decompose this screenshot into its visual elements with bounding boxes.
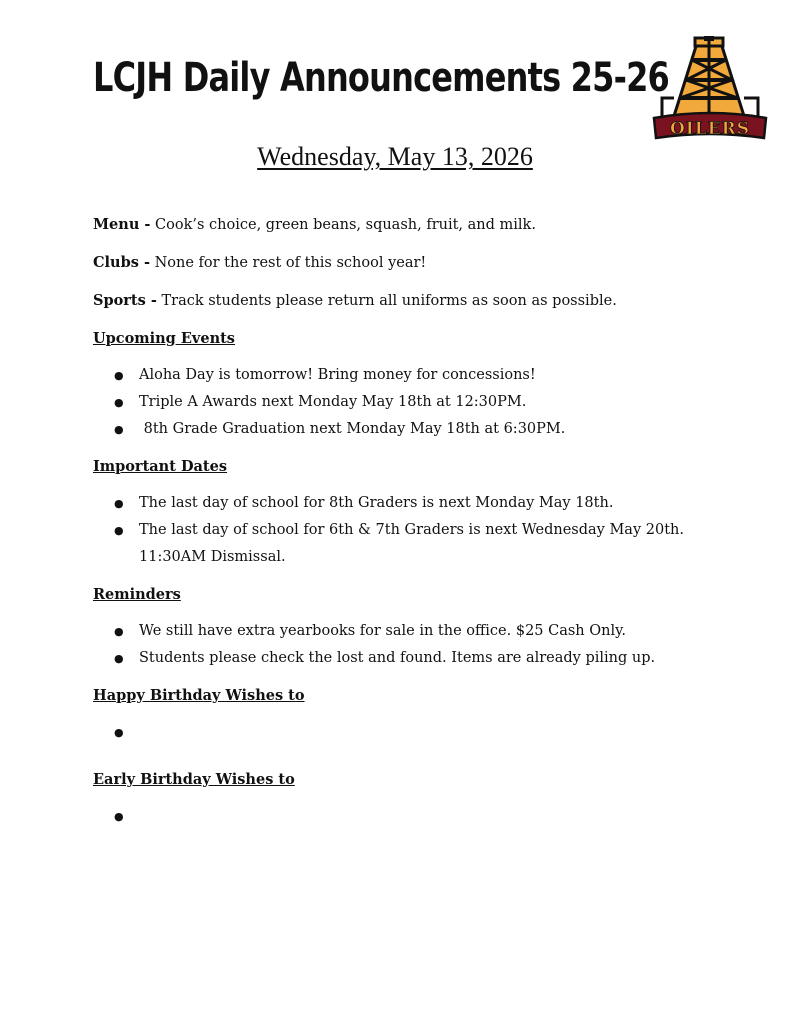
important-dates-list (93, 490, 713, 571)
early-birthday-list (93, 803, 713, 830)
happy-birthday-list (93, 719, 713, 746)
clubs-text: None for the rest of this school year! (149, 255, 427, 271)
oilers-logo (648, 36, 772, 142)
list-item: ● The last day of school for 8th Graders is next Monday May 18th. (93, 490, 713, 517)
early-birthday-heading: Early Birthday Wishes to (93, 771, 295, 788)
menu-label: Menu - (93, 216, 151, 233)
list-item: ● We still have extra yearbooks for sale in the office. $25 Cash Only. (93, 618, 713, 645)
important-dates-heading: Important Dates (93, 458, 228, 475)
logo-text: OILERS (669, 119, 751, 139)
clubs-label: Clubs - (93, 254, 150, 271)
reminders-heading: Reminders (93, 586, 181, 603)
list-item: ● Students please check the lost and found. Items are already piling up. (93, 645, 713, 672)
sports-text: Track students please return all uniforms as soon as possible. (156, 293, 617, 309)
list-item (93, 803, 713, 830)
clubs-line (93, 249, 713, 277)
announcements-body (93, 211, 713, 840)
sports-line (93, 287, 713, 315)
menu-text: Cook’s choice, green beans, squash, fruit, and milk. (150, 217, 536, 233)
happy-birthday-heading: Happy Birthday Wishes to (93, 687, 305, 704)
list-item: ● Triple A Awards next Monday May 18th at 12:30PM. (93, 389, 713, 416)
menu-line (93, 211, 713, 239)
reminders-list (93, 618, 713, 672)
list-item (93, 719, 713, 746)
oil-derrick-icon (662, 36, 758, 116)
announcement-date: Wednesday, May 13, 2026 (257, 142, 533, 171)
list-item: ● 8th Grade Graduation next Monday May 18th at 6:30PM. (93, 416, 713, 443)
upcoming-events-list (93, 362, 713, 443)
upcoming-events-heading: Upcoming Events (93, 330, 235, 347)
sports-label: Sports - (93, 292, 157, 309)
list-item: ● The last day of school for 6th & 7th Graders is next Wednesday May 20th. 11:30AM Dismissal. (93, 517, 713, 571)
list-item: ● Aloha Day is tomorrow! Bring money for concessions! (93, 362, 713, 389)
page-title: LCJH Daily Announcements 25-26 (93, 55, 669, 101)
